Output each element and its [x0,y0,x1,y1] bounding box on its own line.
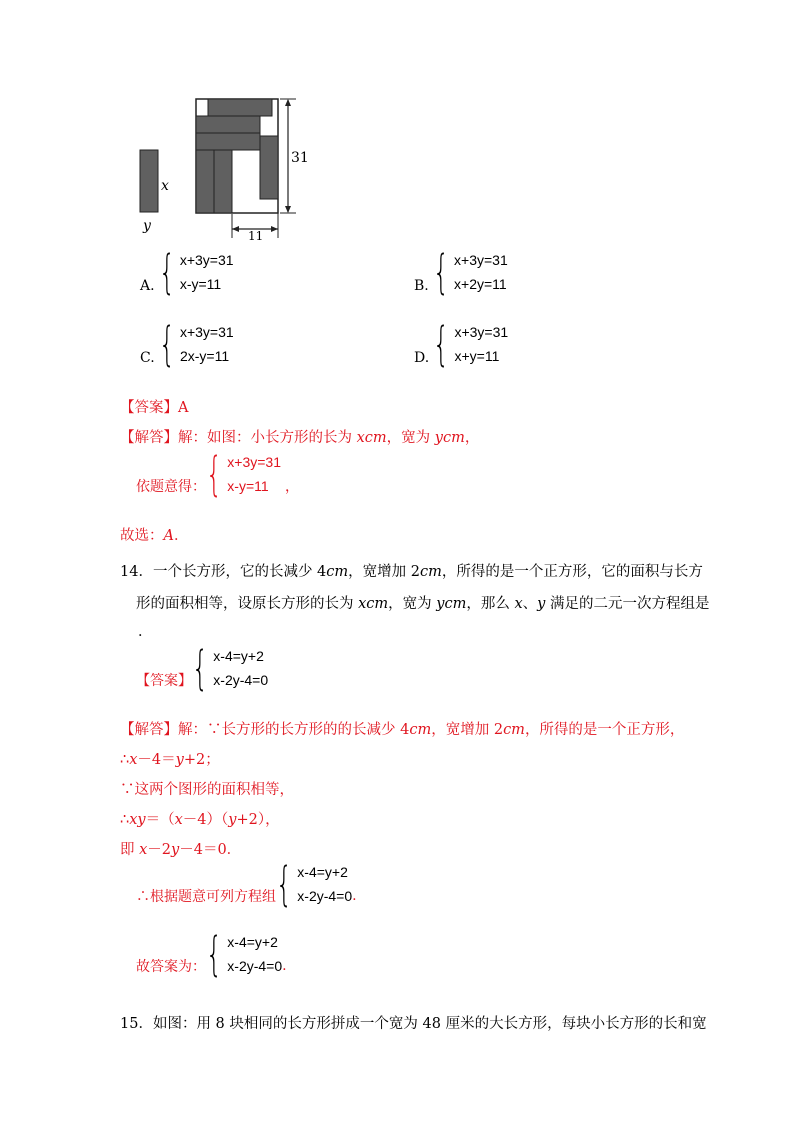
q15-line1: 15．如图：用 8 块相同的长方形拼成一个宽为 48 厘米的大长方形，每块小长方形的长和宽 [120,1016,707,1032]
option-a-eq2: x-y=11 [179,276,222,292]
option-b-eq2: x+2y=11 [454,276,507,292]
q14-solution-line3: ∵这两个图形的面积相等， [120,782,294,798]
horizontal-piece-1 [208,99,272,116]
q14-line1: 14．一个长方形，它的长减少 4cm，宽增加 2cm，所得的是一个正方形，它的面积与长方 [120,564,703,580]
vertical-piece-1 [196,150,214,213]
option-d[interactable]: D. { x+3y=31 x+y=11 [414,317,509,371]
option-c-eq1: x+3y=31 [179,324,234,340]
q14-solution-line2: ∴x－4＝y+2； [120,752,220,768]
x-label: x [161,178,169,194]
q14-solution-line5: 即 x－2y－4＝0． [120,842,242,858]
vertical-piece-3 [260,136,278,199]
option-a-letter: A. [140,278,155,294]
option-b-eq1: x+3y=31 [454,252,508,268]
width-label: 11 [248,229,264,243]
option-a[interactable]: A. { x+3y=31 x-y=11 [140,245,234,299]
q13-answer-tag: 【答案】 [120,400,178,416]
q14-line3: ． [138,624,153,640]
rectangle-puzzle-figure [120,90,320,250]
option-c-eq2: 2x-y=11 [179,348,230,364]
option-c-letter: C. [140,350,155,366]
option-d-letter: D. [414,350,430,366]
option-b-letter: B. [414,278,429,294]
option-d-eq2: x+y=11 [454,348,500,364]
q14-solution-line4: ∴xy＝（x－4）（y+2）， [120,812,280,828]
q14-solution-line1: 【解答】解：∵长方形的长方形的的长减少 4cm，宽增加 2cm，所得的是一个正方形， [120,722,685,738]
q13-choose: 故选：A． [120,528,189,544]
q13-solution: 【解答】解：如图：小长方形的长为 xcm，宽为 ycm， [120,430,480,446]
q14-solution-system: ∴根据题意可列方程组 { x-4=y+2 x-2y-4=0 . [136,857,357,911]
vertical-piece-2 [214,150,232,213]
option-d-eq1: x+3y=31 [454,324,509,340]
y-label: y [143,218,151,234]
option-a-eq1: x+3y=31 [179,252,234,268]
option-b[interactable]: B. { x+3y=31 x+2y=11 [414,245,508,299]
horizontal-piece-3 [196,133,260,150]
q14-final-answer: 故答案为： { x-4=y+2 x-2y-4=0 . [136,927,287,981]
q13-equation-system: 依题意得： { x+3y=31 x-y=11 ， [136,447,299,501]
q13-answer [120,398,188,418]
q13-answer-value: A [178,400,189,416]
q14-answer: 【答案】 { x-4=y+2 x-2y-4=0 [136,641,269,695]
single-rectangle [140,150,158,212]
height-label: 31 [291,150,309,166]
option-c[interactable]: C. { x+3y=31 2x-y=11 [140,317,234,371]
horizontal-piece-2 [196,116,260,133]
q14-line2: 形的面积相等，设原长方形的长为 xcm，宽为 ycm，那么 x、y 满足的二元一次方程组是 [136,596,710,612]
